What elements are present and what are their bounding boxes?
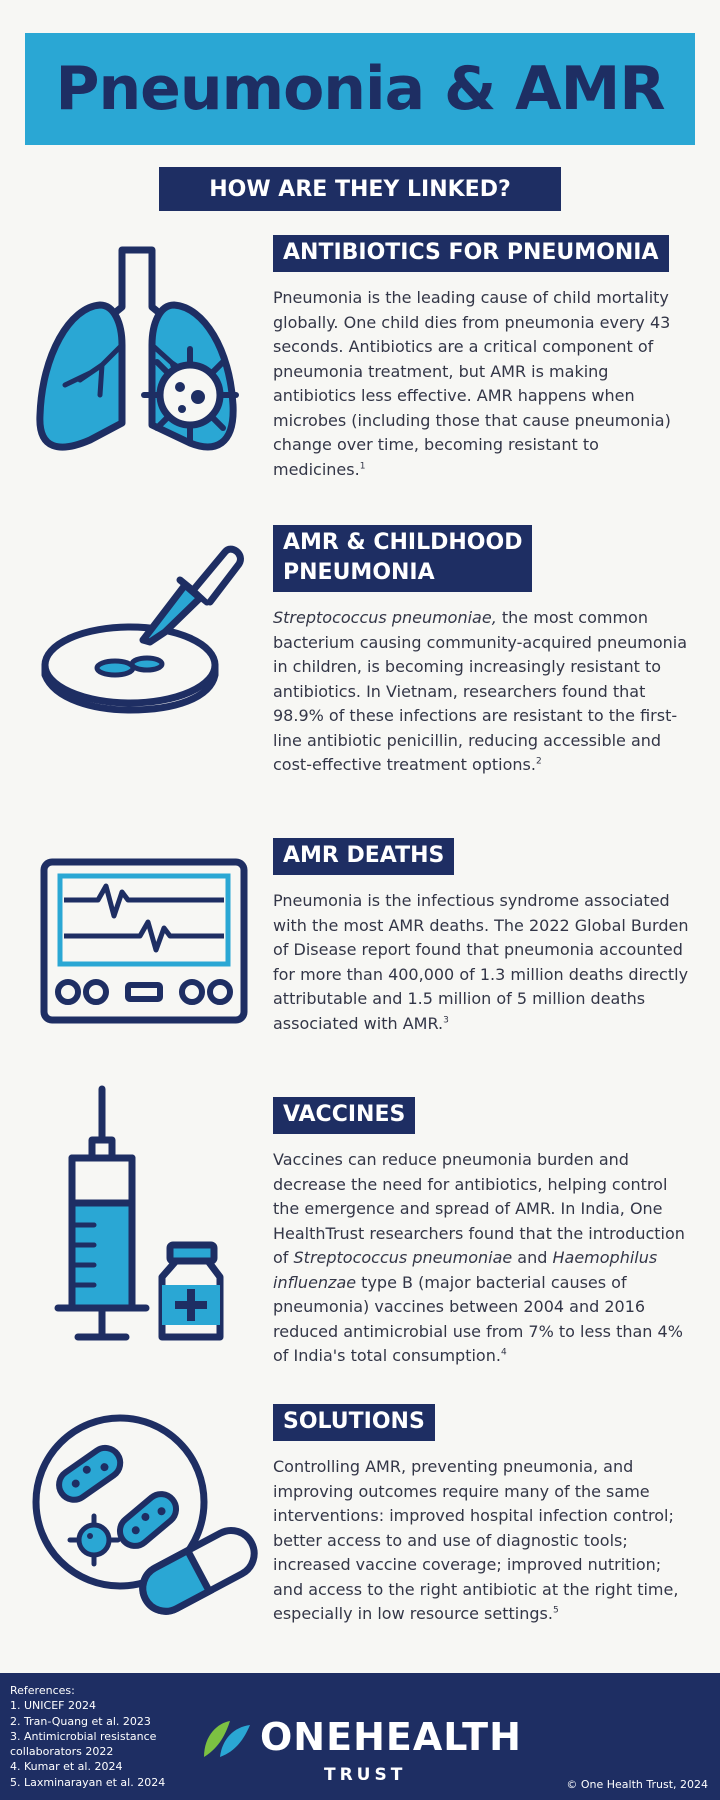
section-deaths (273, 838, 693, 1036)
section-solutions (273, 1404, 693, 1627)
heart-monitor-icon (40, 858, 250, 1028)
reference-item: 3. Antimicrobial resistance (10, 1729, 157, 1743)
bacteria-capsule-icon (28, 1410, 268, 1625)
section-body: Controlling AMR, preventing pneumonia, and improving outcomes require many of the same interventions: improved hospital infection control; better access to and use of diagnostic tools; increased vaccine coverage; improved nutrition; and access to the right antibiotic at the right time, especially in low resource settings.$^5$ (273, 1457, 679, 1623)
section-body: Pneumonia is the infectious syndrome associated with the most AMR deaths. The 2022 Global Burden of Disease report found that pneumonia accounted for more than 400,000 of 1.3 million deaths directly attributable and 1.5 million of 5 million deaths associated with AMR.$^3$ (273, 891, 689, 1033)
leaf-logo-icon (200, 1717, 256, 1761)
section-body: Pneumonia is the leading cause of child mortality globally. One child dies from pneumonia every 43 seconds. Antibiotics are a critical component of pneumonia treatment, but AMR is making antibiotics less effective. AMR happens when microbes (including those that cause pneumonia) change over time, becoming resistant to medicines.$^1$ (273, 288, 671, 479)
logo-subtitle: TRUST (324, 1765, 407, 1785)
references-list (10, 1683, 210, 1790)
section-heading: VACCINES (273, 1097, 415, 1134)
section-heading: AMR DEATHS (273, 838, 454, 875)
reference-item: collaborators 2022 (10, 1745, 114, 1759)
section-heading: ANTIBIOTICS FOR PNEUMONIA (273, 235, 669, 272)
subtitle-banner: HOW ARE THEY LINKED? (159, 167, 561, 211)
pipette-petri-dish-icon (35, 540, 250, 715)
section-childhood (273, 525, 693, 778)
section-body: Streptococcus pneumoniae, the most common bacterium causing community-acquired pneumonia in children, is becoming increasingly resistant to antibiotics. In Vietnam, researchers found that 98.9% of these infections are resistant to the first-line antibiotic penicillin, reducing accessible and cost-effective treatment options.$^2$ (273, 608, 688, 774)
reference-item: 5. Laxminarayan et al. 2024 (10, 1775, 166, 1789)
reference-marker: 1 (359, 461, 366, 472)
section-heading: SOLUTIONS (273, 1404, 435, 1441)
reference-item: 4. Kumar et al. 2024 (10, 1760, 123, 1774)
reference-marker: 3 (443, 1015, 449, 1026)
footer (0, 1673, 720, 1800)
title-banner (25, 33, 695, 145)
lungs-icon (30, 245, 245, 475)
reference-item: 1. UNICEF 2024 (10, 1699, 96, 1713)
copyright: © One Health Trust, 2024 (566, 1778, 708, 1791)
section-body: Vaccines can reduce pneumonia burden and decrease the need for antibiotics, helping control the emergence and spread of AMR. In India, One HealthTrust researchers found that the introduction of Streptococcus pneumoniae and Haemophilus influenzae type B (major bacterial causes of pneumonia) vaccines between 2004 and 2016 reduced antimicrobial use from 7% to less than 4% of India's total consumption.$^4$ (273, 1150, 685, 1365)
logo-wordmark: ONEHEALTH (260, 1715, 522, 1759)
reference-marker: 5 (552, 1605, 559, 1616)
page-title: Pneumonia & AMR (55, 54, 665, 124)
references-title: References: (10, 1684, 75, 1697)
section-heading: AMR & CHILDHOOD PNEUMONIA (273, 525, 532, 592)
syringe-vial-icon (50, 1085, 240, 1350)
one-health-trust-logo (200, 1715, 530, 1785)
reference-marker: 4 (500, 1347, 507, 1358)
reference-item: 2. Tran-Quang et al. 2023 (10, 1714, 151, 1728)
section-antibiotics (273, 235, 693, 482)
reference-marker: 2 (535, 756, 542, 767)
section-vaccines (273, 1097, 693, 1369)
